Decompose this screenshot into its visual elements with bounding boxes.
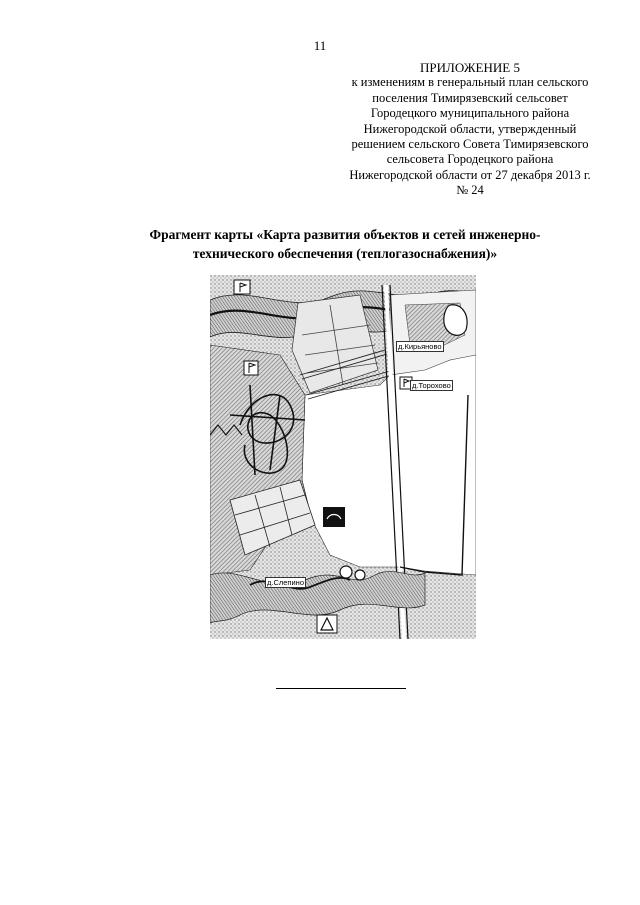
appendix-line: Городецкого муниципального района: [370, 106, 570, 121]
map-fragment: [210, 275, 476, 639]
appendix-line: Нижегородской области, утвержденный: [363, 121, 577, 136]
flag-marker: [244, 361, 258, 375]
appendix-line: № 24: [456, 183, 484, 198]
map-title: [110, 225, 580, 263]
appendix-line: решением сельского Совета Тимирязевского: [351, 137, 589, 152]
appendix-block: [330, 60, 610, 199]
label-kiryanovo: д.Кирьяново: [398, 342, 442, 351]
appendix-line: поселения Тимирязевский сельсовет: [372, 90, 568, 105]
warning-marker: [317, 615, 337, 633]
map-title-line: технического обеспечения (теплогазоснабжения)»: [192, 246, 498, 261]
appendix-line: сельсовета Городецкого района: [386, 152, 554, 167]
appendix-line: к изменениям в генеральный план сельского: [351, 75, 589, 90]
appendix-heading: ПРИЛОЖЕНИЕ 5: [420, 60, 520, 75]
label-slepino: д.Слепино: [267, 578, 304, 587]
flag-marker: [234, 280, 250, 294]
point-symbol: [355, 570, 365, 580]
appendix-line: Нижегородской области от 27 декабря 2013 г.: [349, 167, 591, 182]
point-symbol: [340, 566, 352, 578]
divider-line: [276, 688, 406, 689]
map-title-line: Фрагмент карты «Карта развития объектов и сетей инженерно-: [149, 227, 541, 242]
map-graphic: [210, 275, 476, 639]
label-torokhovo: д.Торохово: [412, 381, 451, 390]
boiler-symbol: [323, 507, 345, 527]
page-number: 11: [313, 38, 327, 53]
